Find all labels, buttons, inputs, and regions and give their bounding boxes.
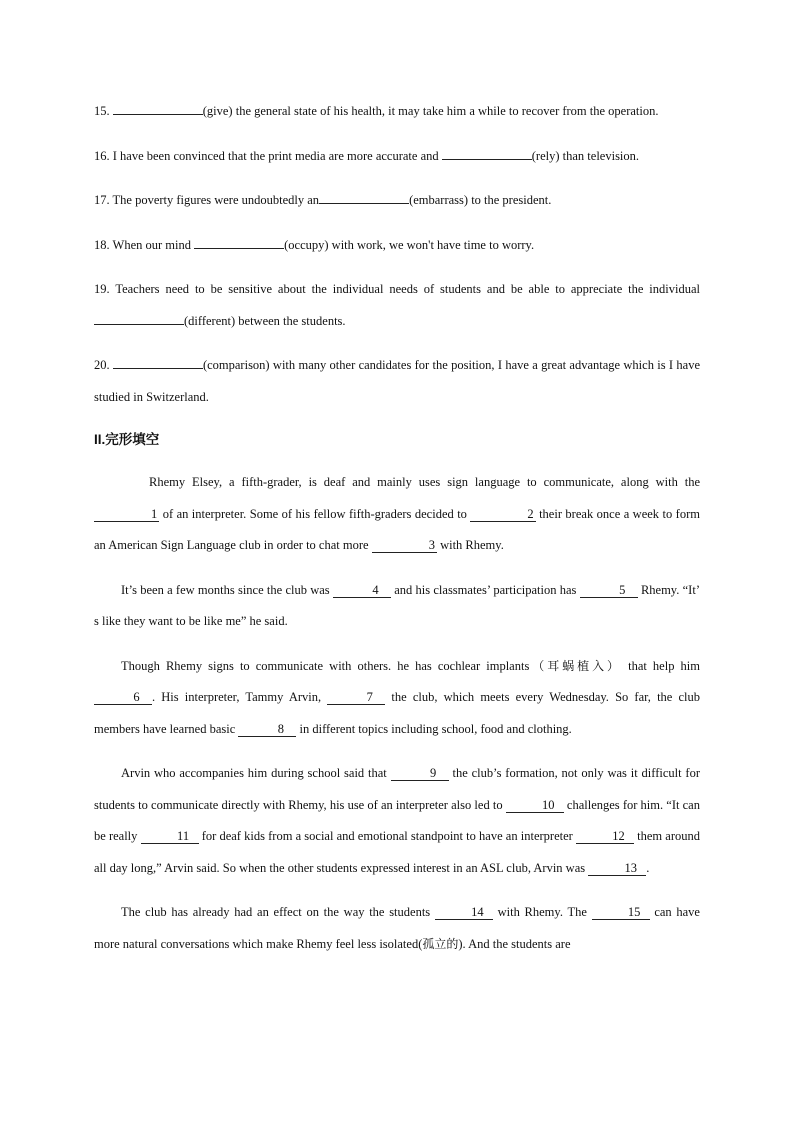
answer-blank[interactable] xyxy=(94,311,184,325)
cloze-blank-6[interactable]: 6 xyxy=(94,690,152,705)
cloze-blank-4[interactable]: 4 xyxy=(333,583,391,598)
passage-paragraph-2: It’s been a few months since the club was 4 and his classmates’ participation has 5 Rhemy. “It’ s like they want to be like me” he said. xyxy=(94,582,700,628)
cloze-passage xyxy=(94,467,700,960)
document-page xyxy=(94,96,700,973)
passage-paragraph-3: Though Rhemy signs to communicate with others. he has cochlear implants（耳蜗植入） that help him 6 . His interpreter, Tammy Arvin, 7 the club, which meets every Wednesday. So far, the club members have learned basic 8 in different topics including school, food and clothing. xyxy=(94,658,701,736)
question-15: 15. (give) the general state of his health, it may take him a while to recover from the operation. xyxy=(94,96,700,128)
question-18: 18. When our mind (occupy) with work, we won't have time to worry. xyxy=(94,230,700,262)
cloze-blank-13[interactable]: 13 xyxy=(588,861,646,876)
cloze-blank-8[interactable]: 8 xyxy=(238,722,296,737)
passage-paragraph-4: Arvin who accompanies him during school said that 9 the club’s formation, not only was it difficult for students to communicate directly with Rhemy, his use of an interpreter also led to 10 challenges for him. “It can be really 11 for deaf kids from a social and emotional standpoint to have an interpreter 12 them around all day long,” Arvin said. So when the other students expressed interest in an ASL club, Arvin was 13 . xyxy=(94,766,700,875)
answer-blank[interactable] xyxy=(319,190,409,204)
cloze-blank-3[interactable]: 3 xyxy=(372,538,437,553)
cloze-blank-1[interactable]: 1 xyxy=(94,507,159,522)
cloze-blank-9[interactable]: 9 xyxy=(391,766,449,781)
question-17: 17. The poverty figures were undoubtedly an (embarrass) to the president. xyxy=(94,185,700,217)
question-20: 20. (comparison) with many other candidates for the position, I have a great advantage which is I have studied in Switzerland. xyxy=(94,350,700,413)
cloze-blank-11[interactable]: 11 xyxy=(141,829,199,844)
answer-blank[interactable] xyxy=(113,355,203,369)
cloze-blank-5[interactable]: 5 xyxy=(580,583,638,598)
cloze-blank-14[interactable]: 14 xyxy=(435,905,493,920)
question-list xyxy=(94,96,700,413)
passage-paragraph-5: The club has already had an effect on the way the students 14 with Rhemy. The 15 can have more natural conversations which make Rhemy feel less isolated(孤立的). And the students are xyxy=(94,905,700,951)
cloze-blank-2[interactable]: 2 xyxy=(470,507,535,522)
answer-blank[interactable] xyxy=(442,146,532,160)
passage-paragraph-1: Rhemy Elsey, a fifth-grader, is deaf and mainly uses sign language to communicate, along with the 1 of an interpreter. Some of his fellow fifth-graders decided to 2 their break once a week to form an American Sign Language club in order to chat more 3 with Rhemy. xyxy=(94,475,700,552)
question-19: 19. Teachers need to be sensitive about the individual needs of students and be able to appreciate the individual(different) between the students. xyxy=(94,282,700,328)
cloze-blank-7[interactable]: 7 xyxy=(327,690,385,705)
answer-blank[interactable] xyxy=(194,235,284,249)
cloze-blank-10[interactable]: 10 xyxy=(506,798,564,813)
answer-blank[interactable] xyxy=(113,101,203,115)
cloze-blank-15[interactable]: 15 xyxy=(592,905,650,920)
cloze-blank-12[interactable]: 12 xyxy=(576,829,634,844)
question-16: 16. I have been convinced that the print media are more accurate and (rely) than television. xyxy=(94,141,700,173)
section-heading: II.完形填空 xyxy=(94,432,160,447)
